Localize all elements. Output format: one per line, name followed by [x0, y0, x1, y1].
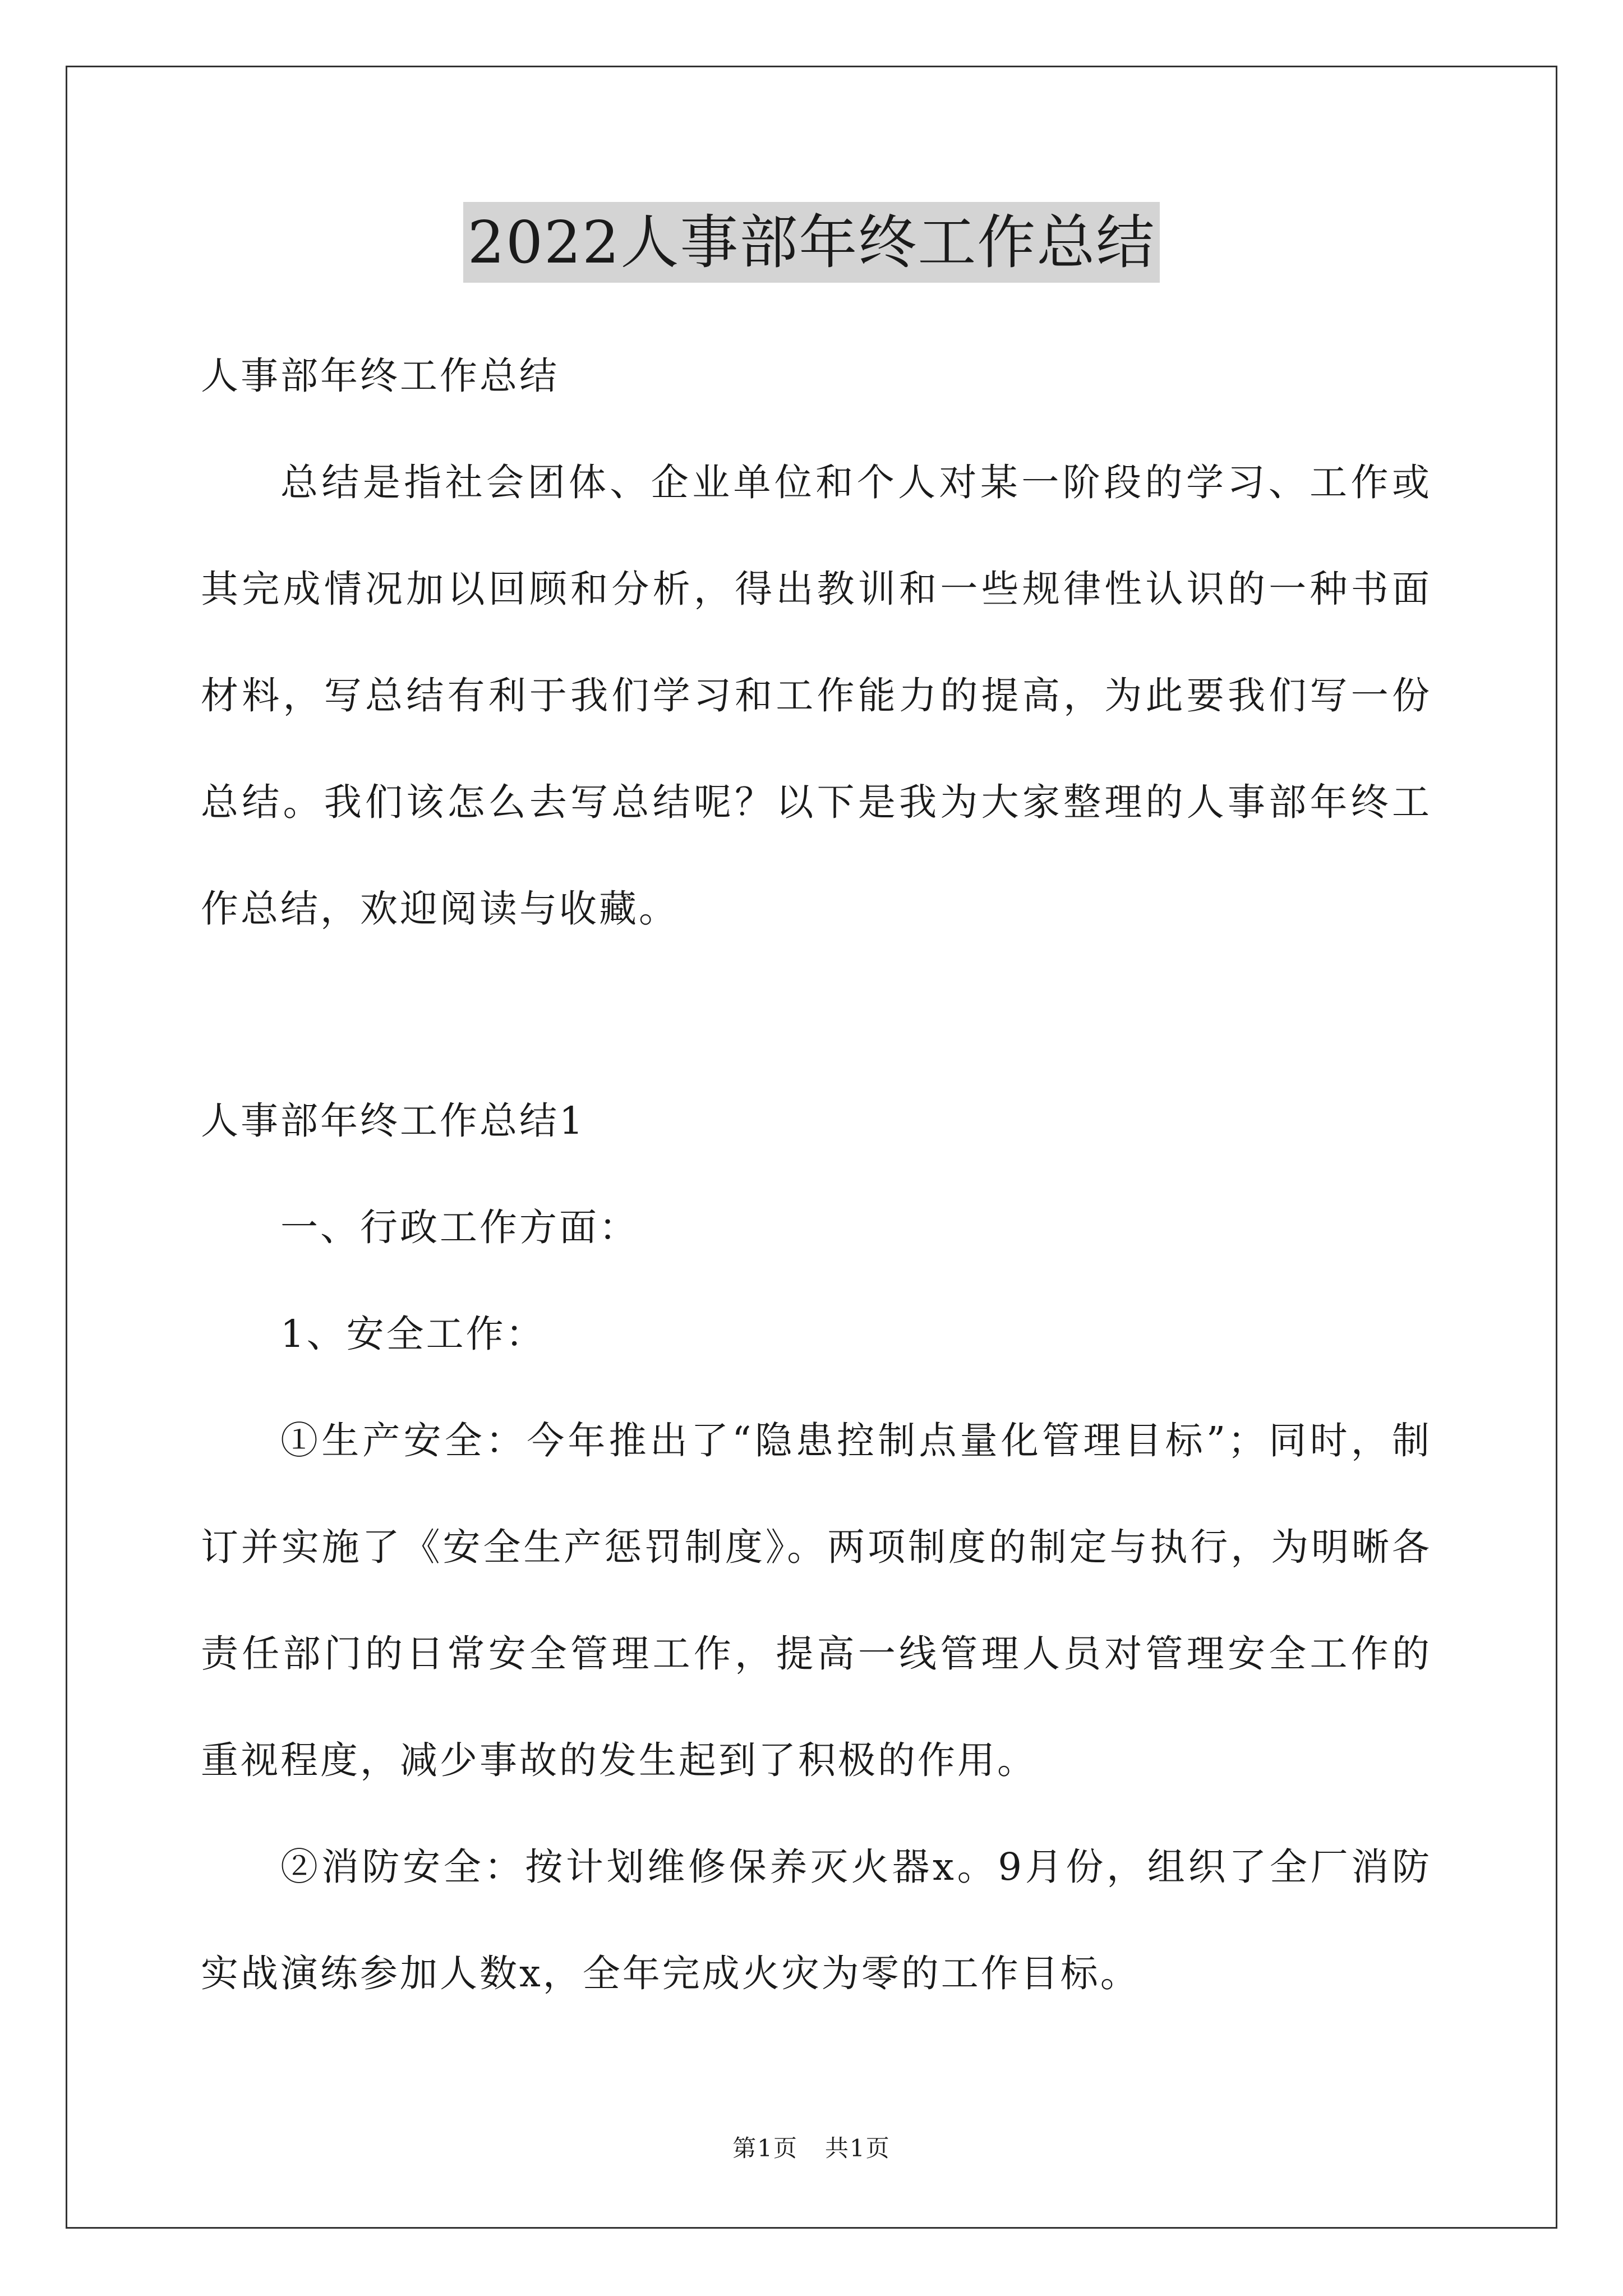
intro-paragraph-line: 总结。我们该怎么去写总结呢？以下是我为大家整理的人事部年终工: [201, 780, 1432, 824]
intro-paragraph-line: 材料，写总结有利于我们学习和工作能力的提高，为此要我们写一份: [201, 674, 1432, 717]
intro-paragraph-line: 总结是指社会团体、企业单位和个人对某一阶段的学习、工作或: [280, 461, 1432, 504]
section-heading: 人事部年终工作总结1: [201, 1099, 585, 1143]
sub-heading: 1、安全工作：: [280, 1312, 546, 1356]
safety-paragraph-line: ①生产安全：今年推出了“隐患控制点量化管理目标”；同时，制: [280, 1419, 1432, 1462]
safety-paragraph-line: 订并实施了《安全生产惩罚制度》。两项制度的制定与执行，为明晰各: [201, 1525, 1432, 1569]
page-total: 共1页: [825, 2134, 891, 2162]
page-number: 第1页: [732, 2134, 798, 2162]
safety-paragraph-line: 重视程度，减少事故的发生起到了积极的作用。: [201, 1738, 1037, 1782]
intro-paragraph-line: 作总结，欢迎阅读与收藏。: [201, 887, 679, 931]
page-footer: [0, 2132, 1623, 2165]
fire-paragraph-line: 实战演练参加人数x，全年完成火灾为零的工作目标。: [201, 1952, 1140, 1995]
title-container: [0, 202, 1623, 283]
item-heading: 一、行政工作方面：: [280, 1205, 639, 1249]
safety-paragraph-line: 责任部门的日常安全管理工作，提高一线管理人员对管理安全工作的: [201, 1632, 1432, 1676]
intro-paragraph-line: 其完成情况加以回顾和分析，得出教训和一些规律性认识的一种书面: [201, 567, 1432, 611]
document-title: 2022人事部年终工作总结: [463, 202, 1160, 283]
document-subtitle: 人事部年终工作总结: [201, 354, 559, 398]
fire-paragraph-line: ②消防安全：按计划维修保养灭火器x。9月份，组织了全厂消防: [280, 1845, 1432, 1889]
